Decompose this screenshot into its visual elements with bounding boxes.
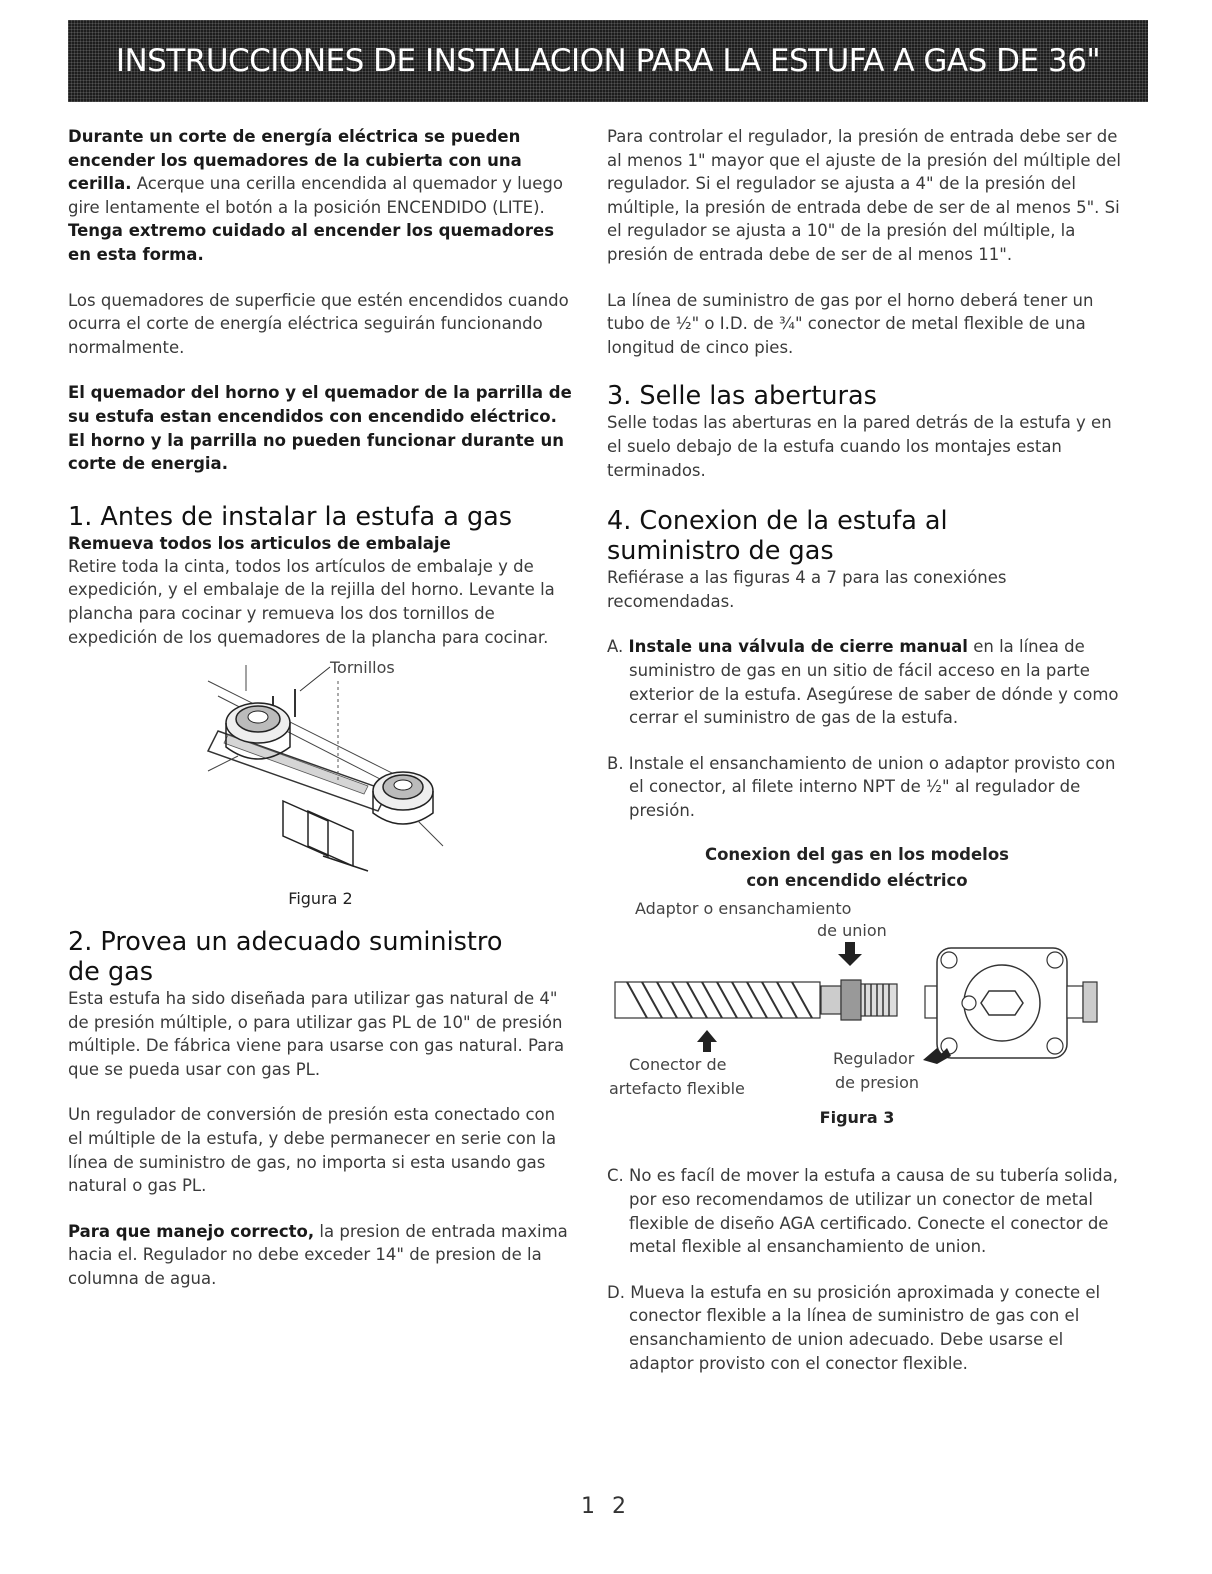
surface-burners-paragraph: Los quemadores de superficie que estén encendidos cuando ocurra el corte de energía eléctrica seguirán funcionando normalmente. <box>68 290 569 357</box>
page-title: INSTRUCCIONES DE INSTALACION PARA LA ESTUFA A GAS DE 36" <box>115 43 1101 79</box>
oven-burner-paragraph <box>68 381 573 475</box>
step-b: B. Instale el ensanchamiento de union o adaptor provisto con el conector, al filete interno NPT de ½" al regulador de presión. <box>607 753 1116 820</box>
step-a-bold: Instale una válvula de cierre manual <box>628 637 968 657</box>
figure-2-caption: Figura 2 <box>288 889 353 909</box>
union-adaptor <box>821 980 897 1020</box>
regulator-arrow-icon <box>923 1048 951 1064</box>
adaptor-label-line1: Adaptor o ensanchamiento <box>635 899 852 919</box>
power-outage-text: Acerque una cerilla encendida al quemador y luego gire lentamente el botón a la posición ENCENDIDO (LITE). <box>68 174 563 217</box>
page-number: 1 2 <box>581 1494 631 1519</box>
connector-label-line1: Conector de <box>629 1055 727 1075</box>
step-a-text: en la línea de suministro de gas en un sitio de fácil acceso en la parte exterior de la estufa. Asegúrese de saber de dónde y como cerrar el suministro de gas de la estufa. <box>629 637 1119 728</box>
supply-line-paragraph: La línea de suministro de gas por el horno deberá tener un tubo de ½" o I.D. de ¾" conector de metal flexible de una longitud de cinco pies. <box>607 290 1094 357</box>
step-c: C. No es facíl de mover la estufa a causa de su tubería solida, por eso recomendamos de utilizar un conector de metal flexible de diseño AGA certificado. Conecte el conector de metal flexible al ensanchamiento de union. <box>607 1166 1118 1257</box>
header-banner <box>68 20 1148 102</box>
figure-3-caption: Figura 3 <box>819 1108 895 1128</box>
step-d: D. Mueva la estufa en su prosición aproximada y conecte el conector flexible a la línea de suministro de gas con el ensanchamiento de union adecuado. Debe usarse el adaptor provisto con el conector flexible. <box>607 1282 1101 1373</box>
section-2-title-line1: 2. Provea un adecuado suministro <box>68 927 503 958</box>
section-4-intro: Refiérase a las figuras 4 a 7 para las conexiónes recomendadas. <box>607 568 1007 611</box>
left-column <box>68 125 573 1291</box>
correct-handling-bold: Para que manejo correcto, <box>68 1221 315 1241</box>
step-a-letter: A. <box>607 637 624 657</box>
section-4-title-line2: suministro de gas <box>607 536 834 567</box>
section-2-title-line2: de gas <box>68 957 154 988</box>
pressure-regulator <box>925 948 1097 1058</box>
gas-connection-illustration <box>607 898 1107 1108</box>
flexible-connector <box>615 982 820 1018</box>
screws-label: Tornillos <box>330 658 395 678</box>
section-1-subtitle: Remueva todos los articulos de embalaje <box>68 533 451 553</box>
power-outage-bold: Durante un corte de energía eléctrica se pueden encender los quemadores de la cubierta con una cerilla. <box>68 127 522 194</box>
section-3-title: 3. Selle las aberturas <box>607 381 877 412</box>
power-outage-warning: Tenga extremo cuidado al encender los quemadores en esta forma. <box>68 221 555 264</box>
correct-handling-text: la presion de entrada maxima hacia el. Regulador no debe exceder 14" de presion de la columna de agua. <box>68 1221 568 1289</box>
regulator-label-line1: Regulador <box>833 1049 915 1069</box>
regulator-pressure-paragraph: Para controlar el regulador, la presión de entrada debe ser de al menos 1" mayor que el ajuste de la presión del múltiple del regulador. Si el regulador se ajusta a 4" de la presión del múltiple, la presión de entrada debe de ser de al menos 5". Si el regulador se ajusta a 10" de la presión del múltiple, la presión de entrada debe de ser de al menos 11". <box>607 127 1122 264</box>
connector-label-line2: artefacto flexible <box>609 1079 745 1099</box>
step-a <box>607 635 1127 729</box>
figure-3-title-line2: con encendido eléctrico <box>746 871 968 891</box>
adaptor-label-line2: de union <box>817 921 887 941</box>
adaptor-arrow-icon <box>838 942 862 966</box>
section-3-text: Selle todas las aberturas en la pared detrás de la estufa y en el suelo debajo de la estufa cuando los montajes estan terminados. <box>607 413 1112 480</box>
oven-burner-bold: El quemador del horno y el quemador de la parrilla de su estufa estan encendidos con encendido eléctrico. El horno y la parrilla no pueden funcionar durante un corte de energia. <box>68 383 572 474</box>
section-1-title: 1. Antes de instalar la estufa a gas <box>68 501 513 532</box>
figure-2 <box>68 651 573 921</box>
power-outage-paragraph <box>68 125 573 267</box>
connector-arrow-icon <box>697 1030 717 1052</box>
section-2-paragraph-1: Esta estufa ha sido diseñada para utilizar gas natural de 4" de presión múltiple, o para utilizar gas PL de 10" de presión múltiple. De fábrica viene para usarse con gas natural. Para que se pueda usar con gas PL. <box>68 989 565 1079</box>
section-2-paragraph-3 <box>68 1220 573 1291</box>
section-4-title-line1: 4. Conexion de la estufa al <box>607 506 948 537</box>
griddle-burner-illustration <box>68 651 573 896</box>
figure-3-title-line1: Conexion del gas en los modelos <box>704 845 1009 865</box>
section-2-paragraph-2: Un regulador de conversión de presión esta conectado con el múltiple de la estufa, y debe permanecer en serie con la línea de suministro de gas, no importa si esta usando gas natural o gas PL. <box>68 1105 557 1196</box>
figure-3 <box>607 842 1127 1134</box>
section-1-text: Retire toda la cinta, todos los artículos de embalaje y de expedición, y el embalaje de la rejilla del horno. Levante la plancha para cocinar y remueva los dos tornillos de expedición de los quemadores de la plancha para cocinar. <box>68 556 555 647</box>
regulator-label-line2: de presion <box>835 1073 920 1093</box>
right-column <box>607 125 1127 1375</box>
